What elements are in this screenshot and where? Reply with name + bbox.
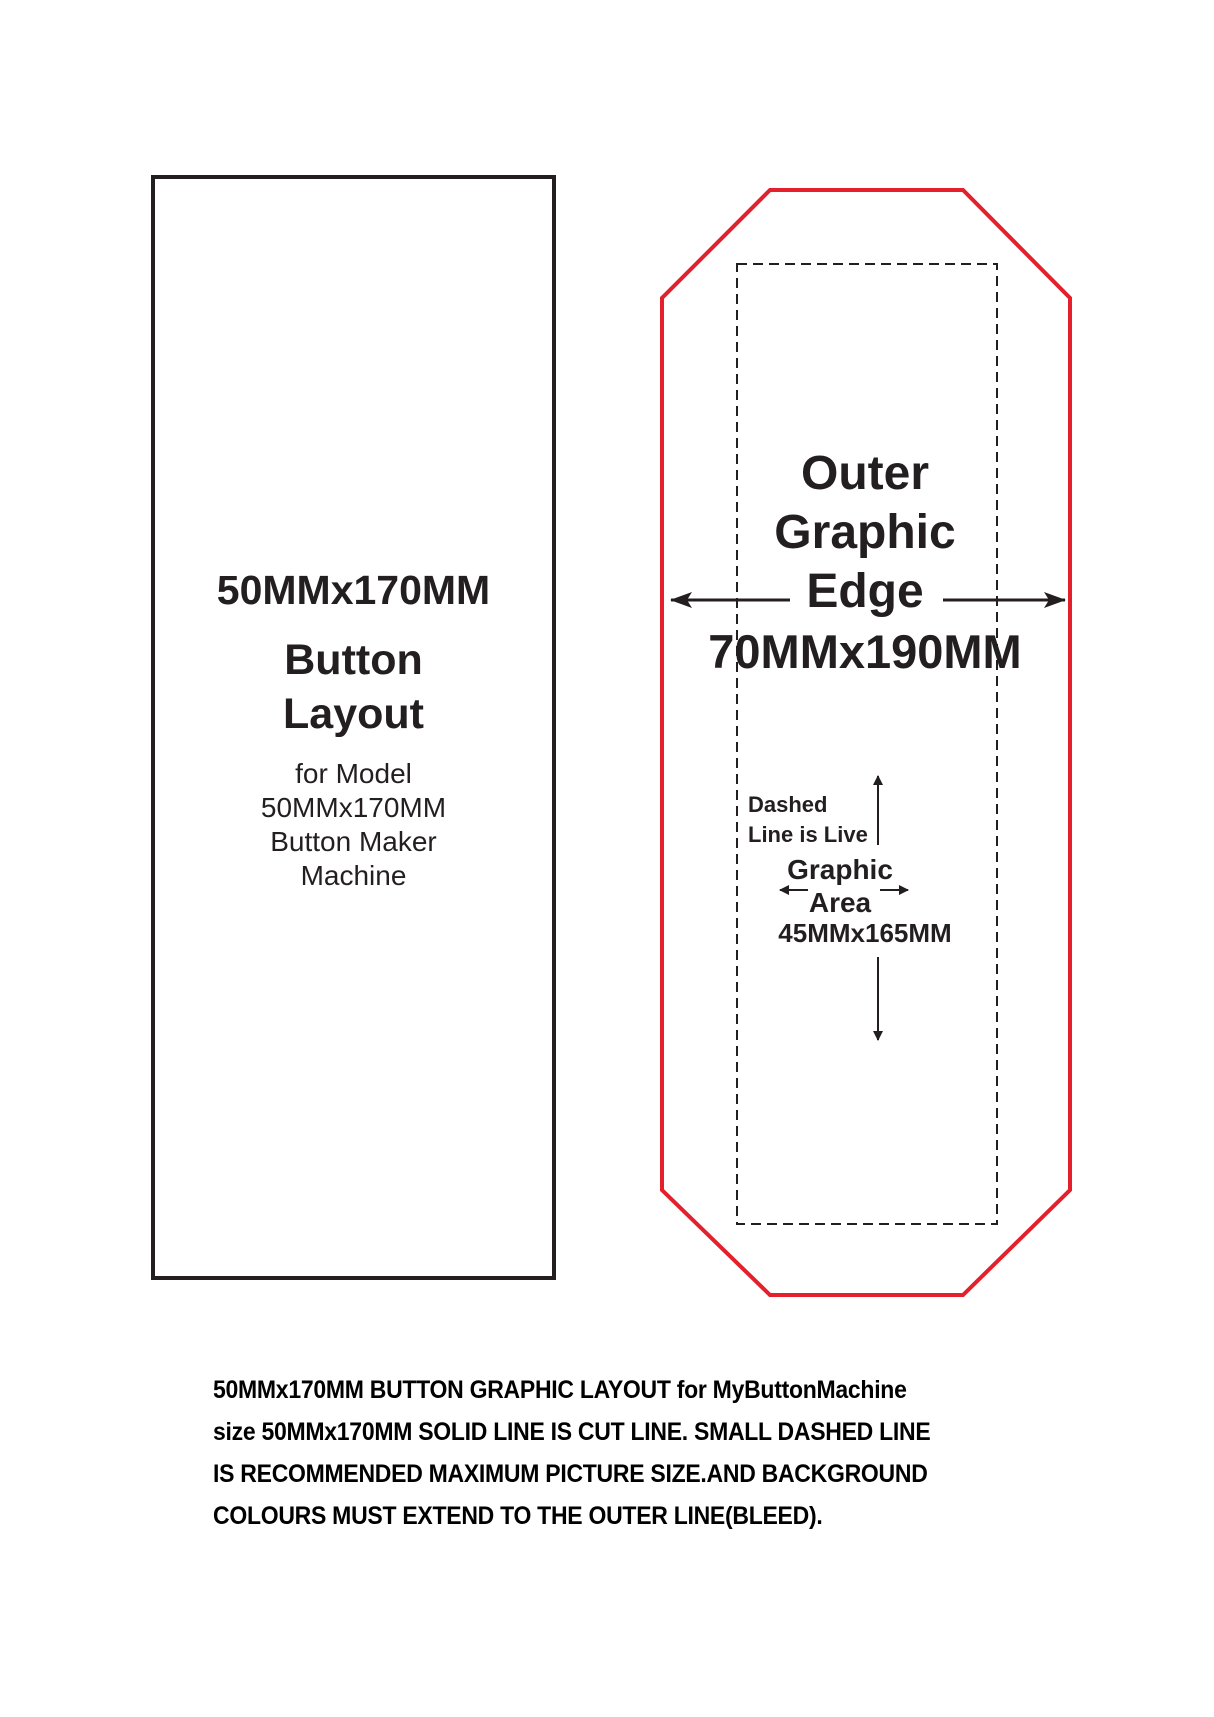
outer-graphic-edge-label	[700, 444, 1030, 621]
outer-line-1: Outer	[800, 447, 929, 500]
live-graphic-area-dashed-outline	[737, 264, 997, 1224]
model-line-2: 50MMx170MM	[260, 792, 447, 823]
instructions-note	[213, 1369, 1004, 1537]
outer-line-3: Edge	[806, 565, 924, 618]
note-line-2: size 50MMx170MM SOLID LINE IS CUT LINE. SMALL DASHED LINE	[213, 1418, 931, 1446]
dashed-line-1: Dashed	[748, 792, 828, 817]
note-line-1: 50MMx170MM BUTTON GRAPHIC LAYOUT for MyButtonMachine	[213, 1376, 907, 1404]
note-line-3: IS RECOMMENDED MAXIMUM PICTURE SIZE.AND BACKGROUND	[213, 1460, 928, 1488]
title-line-2: Layout	[283, 690, 424, 738]
model-line-3: Button Maker	[270, 826, 437, 857]
graphic-area-label	[760, 853, 920, 919]
graphic-area-size-label: 45MMx165MM	[778, 918, 952, 948]
button-size-label: 50MMx170MM	[216, 567, 491, 613]
area-line-1: Graphic	[787, 854, 893, 885]
dashed-line-note	[748, 790, 868, 850]
model-line-1: for Model	[295, 758, 412, 789]
outer-size-label: 70MMx190MM	[708, 625, 1022, 678]
area-line-2: Area	[808, 887, 872, 918]
outer-graphic-edge-outline	[662, 190, 1070, 1295]
outer-line-2: Graphic	[774, 506, 956, 559]
note-line-4: COLOURS MUST EXTEND TO THE OUTER LINE(BLEED).	[213, 1502, 823, 1530]
dashed-line-2: Line is Live	[748, 822, 868, 847]
model-line-4: Machine	[300, 860, 407, 891]
title-line-1: Button	[284, 636, 423, 684]
